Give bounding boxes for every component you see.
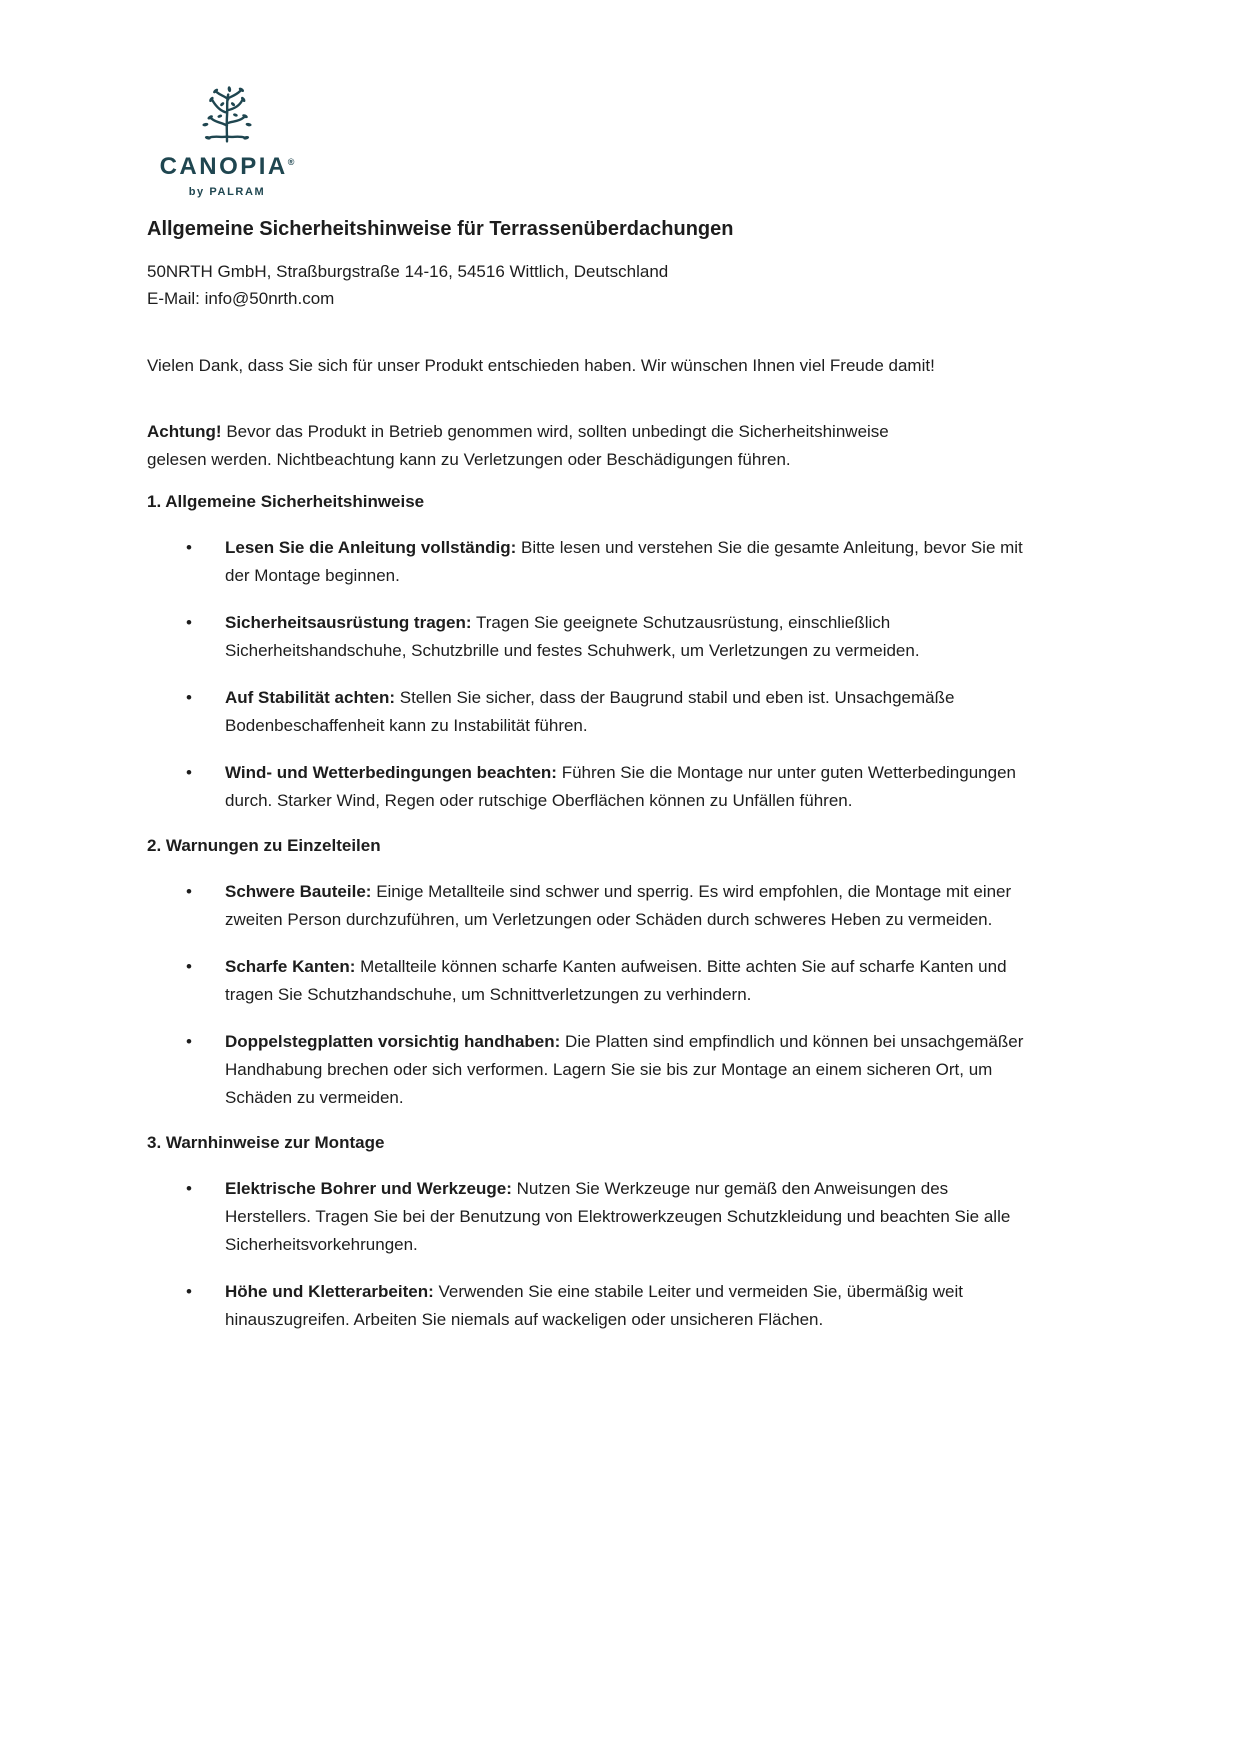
bullet-lead: Sicherheitsausrüstung tragen:: [225, 613, 472, 632]
list-item: [225, 1175, 1027, 1259]
canopia-logo: [155, 86, 299, 200]
brand-wordmark: [155, 147, 299, 182]
bullet-text: Metallteile können scharfe Kanten aufweisen. Bitte achten Sie auf scharfe Kanten und tragen Sie Schutzhandschuhe, um Schnittverletzungen zu verhindern.: [225, 957, 1007, 1004]
list-item: [225, 534, 1027, 590]
list-item: [225, 953, 1027, 1009]
bullet-text: Nutzen Sie Werkzeuge nur gemäß den Anweisungen des Herstellers. Tragen Sie bei der Benutzung von Elektrowerkzeugen Schutzkleidung und beachten Sie alle Sicherheitsvorkehrungen.: [225, 1179, 1011, 1254]
warning-lead: Achtung!: [147, 422, 222, 441]
canopia-tree-icon: [197, 86, 257, 144]
section-3-bullet-list: [147, 1175, 1093, 1334]
section-1-heading: 1. Allgemeine Sicherheitshinweise: [147, 492, 425, 511]
bullet-lead: Auf Stabilität achten:: [225, 688, 396, 707]
registered-mark: ®: [287, 157, 295, 167]
intro-paragraph: Vielen Dank, dass Sie sich für unser Produkt entschieden haben. Wir wünschen Ihnen viel Freude damit!: [147, 356, 935, 375]
bullet-lead: Wind- und Wetterbedingungen beachten:: [225, 763, 557, 782]
list-item: [225, 759, 1027, 815]
warning-text: Bevor das Produkt in Betrieb genommen wird, sollten unbedingt die Sicherheitshinweise gelesen werden. Nichtbeachtung kann zu Verletzungen oder Beschädigungen führen.: [147, 422, 889, 469]
company-address-block: [147, 258, 937, 312]
bullet-lead: Doppelstegplatten vorsichtig handhaben:: [225, 1032, 561, 1051]
company-address-line: 50NRTH GmbH, Straßburgstraße 14-16, 54516 Wittlich, Deutschland: [147, 262, 669, 281]
bullet-text: Bitte lesen und verstehen Sie die gesamte Anleitung, bevor Sie mit der Montage beginnen.: [225, 538, 1023, 585]
bullet-text: Verwenden Sie eine stabile Leiter und vermeiden Sie, übermäßig weit hinauszugreifen. Arbeiten Sie niemals auf wackeligen oder unsicheren Flächen.: [225, 1282, 963, 1329]
bullet-lead: Lesen Sie die Anleitung vollständig:: [225, 538, 517, 557]
list-item: [225, 609, 1027, 665]
bullet-lead: Schwere Bauteile:: [225, 882, 372, 901]
bullet-text: Einige Metallteile sind schwer und sperrig. Es wird empfohlen, die Montage mit einer zweiten Person durchzuführen, um Verletzungen oder Schäden durch schweres Heben zu vermeiden.: [225, 882, 1012, 929]
list-item: [225, 878, 1027, 934]
section-2-bullet-list: [147, 878, 1093, 1112]
bullet-lead: Höhe und Kletterarbeiten:: [225, 1282, 434, 1301]
section-3-heading: 3. Warnhinweise zur Montage: [147, 1133, 385, 1152]
warning-paragraph: [147, 418, 937, 474]
bullet-text: Führen Sie die Montage nur unter guten Wetterbedingungen durch. Starker Wind, Regen oder rutschige Oberflächen können zu Unfällen führen.: [225, 763, 1016, 810]
brand-name: CANOPIA: [159, 153, 288, 180]
list-item: [225, 1028, 1027, 1112]
list-item: [225, 1278, 1027, 1334]
bullet-lead: Scharfe Kanten:: [225, 957, 356, 976]
section-1-bullet-list: [147, 534, 1093, 815]
list-item: [225, 684, 1027, 740]
section-2-heading: 2. Warnungen zu Einzelteilen: [147, 836, 381, 855]
brand-byline: by PALRAM: [188, 186, 266, 198]
page-title: Allgemeine Sicherheitshinweise für Terrassenüberdachungen: [147, 218, 734, 240]
bullet-text: Die Platten sind empfindlich und können bei unsachgemäßer Handhabung brechen oder sich verformen. Lagern Sie sie bis zur Montage an einem sicheren Ort, um Schäden zu vermeiden.: [225, 1032, 1024, 1107]
bullet-text: Tragen Sie geeignete Schutzausrüstung, einschließlich Sicherheitshandschuhe, Schutzbrille und festes Schuhwerk, um Verletzungen zu vermeiden.: [225, 613, 920, 660]
company-email-line: E-Mail: info@50nrth.com: [147, 289, 335, 308]
bullet-lead: Elektrische Bohrer und Werkzeuge:: [225, 1179, 512, 1198]
bullet-text: Stellen Sie sicher, dass der Baugrund stabil und eben ist. Unsachgemäße Bodenbeschaffenheit kann zu Instabilität führen.: [225, 688, 955, 735]
